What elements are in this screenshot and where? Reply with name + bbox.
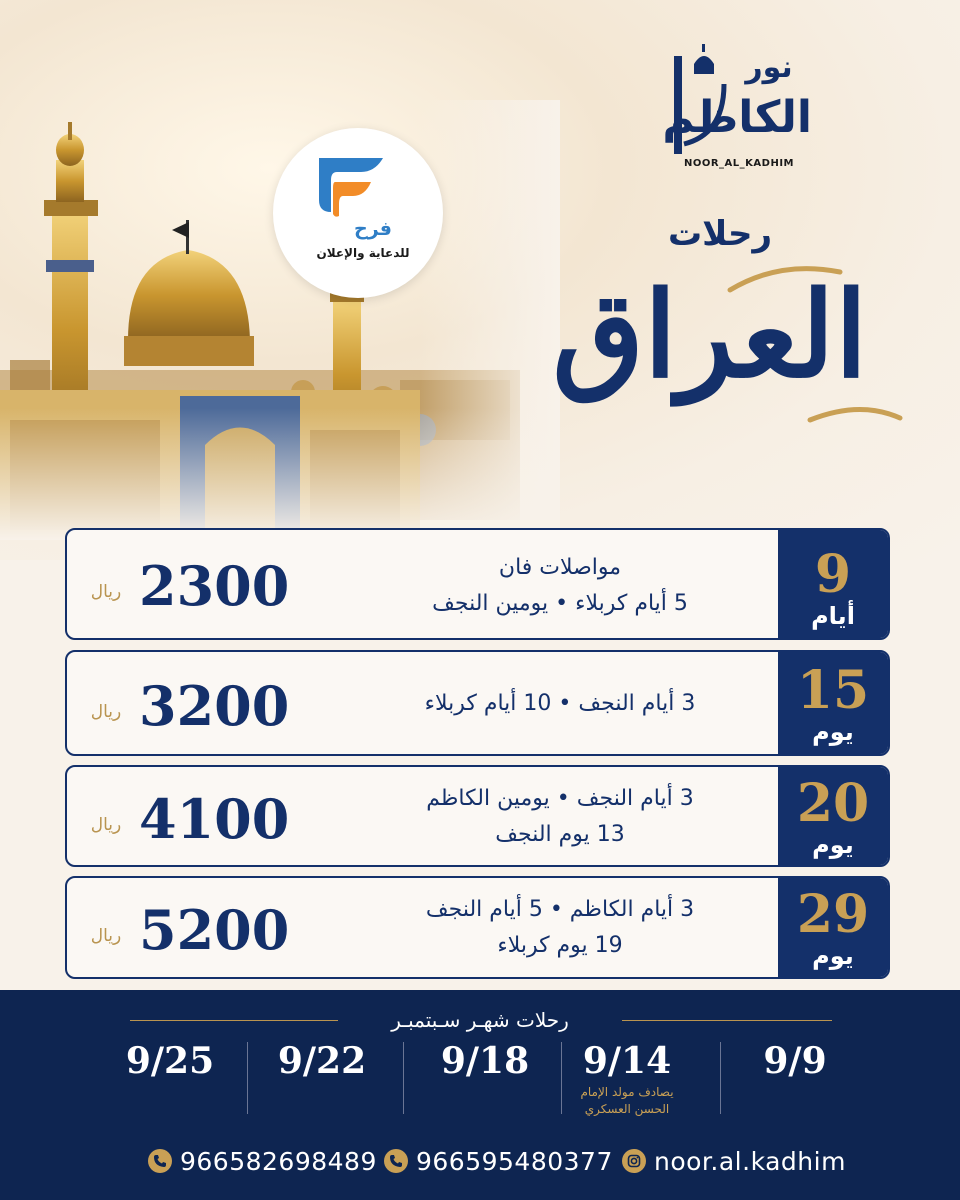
package-currency: ريال: [90, 926, 122, 946]
package-days-unit: يوم: [812, 718, 854, 746]
package-line: 3 أيام الكاظم • 5 أيام النجف: [425, 897, 695, 922]
package-days-panel: [778, 878, 888, 977]
package-days-number: 20: [796, 773, 870, 834]
package-description: [350, 550, 770, 622]
package-line: 19 يوم كربلاء: [497, 933, 623, 958]
trip-date-value: 9/22: [277, 1040, 367, 1082]
shrine-illustration: [0, 100, 560, 540]
trip-date: [410, 1040, 560, 1082]
brand-name-line2: الكاظم: [662, 92, 812, 143]
contact-phone-2[interactable]: [384, 1144, 613, 1178]
package-line: مواصلات فان: [498, 555, 622, 580]
sponsor-badge: [273, 128, 443, 298]
trip-date-value: 9/25: [125, 1040, 215, 1082]
sponsor-tagline: للدعاية والإعلان: [316, 246, 410, 260]
package-card-15-days[interactable]: [65, 650, 890, 756]
phone-icon: [148, 1149, 172, 1173]
package-days-number: 15: [796, 660, 870, 721]
package-days-unit: أيام: [811, 602, 855, 630]
package-days-number: 29: [796, 884, 870, 945]
package-days-number: 9: [814, 544, 852, 605]
trip-date-value: 9/14: [582, 1040, 672, 1082]
package-currency: ريال: [90, 582, 122, 602]
package-price: 5200: [139, 898, 290, 962]
headline-iraq: العراق: [552, 265, 868, 404]
phone-icon: [384, 1149, 408, 1173]
headline-trips: رحلات: [667, 214, 773, 254]
contact-phone-1[interactable]: [148, 1144, 377, 1178]
package-days-panel: [778, 767, 888, 865]
sponsor-name: فرح: [354, 218, 392, 240]
trip-date-note: يصادف مولد الإمام الحسن العسكري: [580, 1085, 674, 1116]
package-line: 3 أيام النجف • يومين الكاظم: [426, 786, 694, 811]
package-days-panel: [778, 652, 888, 754]
package-description: [350, 892, 770, 964]
package-days-panel: [778, 530, 888, 638]
trip-date: [552, 1040, 702, 1118]
schedule-band: [0, 990, 960, 1200]
trip-date-value: 9/18: [440, 1040, 530, 1082]
package-line: 3 أيام النجف • 10 أيام كربلاء: [424, 691, 696, 716]
package-line: 5 أيام كربلاء • يومين النجف: [432, 591, 688, 616]
schedule-title: رحلات شهـر سـبتمبـر: [391, 1008, 569, 1032]
phone-number: 966582698489: [180, 1146, 377, 1176]
sponsor-f-logo-icon: [313, 152, 389, 224]
package-days-unit: يوم: [812, 831, 854, 859]
package-currency: ريال: [90, 815, 122, 835]
instagram-icon: [622, 1149, 646, 1173]
trip-date: [720, 1040, 870, 1082]
brand-latin-name: NOOR_AL_KADHIM: [683, 158, 794, 169]
date-separator: [403, 1042, 404, 1114]
contact-instagram[interactable]: [622, 1144, 846, 1178]
package-card-9-days[interactable]: [65, 528, 890, 640]
package-days-unit: يوم: [812, 942, 854, 970]
package-price: 2300: [139, 554, 290, 618]
package-currency: ريال: [90, 702, 122, 722]
package-price: 4100: [139, 787, 290, 851]
package-card-29-days[interactable]: [65, 876, 890, 979]
package-description: [350, 686, 770, 722]
divider-line: [622, 1020, 832, 1021]
phone-number: 966595480377: [416, 1146, 613, 1176]
package-description: [350, 781, 770, 853]
package-line: 13 يوم النجف: [495, 822, 625, 847]
brand-name-line1: نور: [745, 50, 793, 85]
package-card-20-days[interactable]: [65, 765, 890, 867]
brand-logo: [664, 44, 814, 174]
trip-date-value: 9/9: [763, 1040, 827, 1082]
trip-date: [247, 1040, 397, 1082]
instagram-handle: noor.al.kadhim: [654, 1146, 846, 1176]
divider-line: [130, 1020, 338, 1021]
package-price: 3200: [139, 674, 290, 738]
trip-date: [95, 1040, 245, 1082]
